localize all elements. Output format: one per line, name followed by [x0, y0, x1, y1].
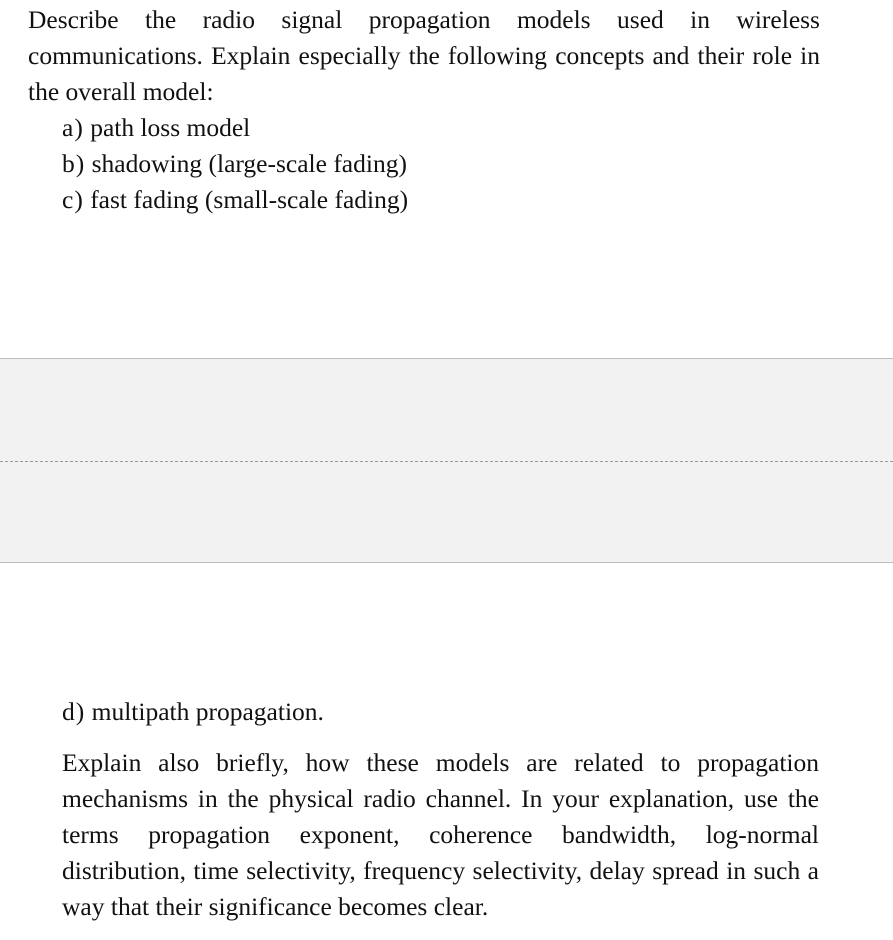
- page-break-band: [0, 358, 893, 563]
- page-break-divider: [0, 461, 893, 462]
- list-item-text: shadowing (large-scale fading): [91, 149, 407, 178]
- list-item-b: [62, 146, 408, 182]
- list-marker: d): [62, 697, 86, 726]
- concept-list-bottom: [62, 694, 324, 730]
- list-item-c: [62, 182, 408, 218]
- list-marker: b): [62, 149, 86, 178]
- list-item-text: fast fading (small-scale fading): [90, 185, 409, 214]
- question-intro: Describe the radio signal propagation models used in wireless communications. Explain especially the following concepts and their role in the overall model:: [28, 5, 820, 106]
- list-marker: a): [62, 113, 84, 142]
- list-item-d: [62, 694, 324, 730]
- list-item-a: [62, 110, 408, 146]
- list-item-text: path loss model: [90, 113, 251, 142]
- concept-list-top: [62, 110, 408, 218]
- question-outro: Explain also briefly, how these models are related to propagation mechanisms in the physical radio channel. In your explanation, use the terms propagation exponent, coherence bandwidth, log-normal distribution, time selectivity, frequency selectivity, delay spread in such a way that their significance becomes clear.: [62, 748, 819, 921]
- list-marker: c): [62, 185, 84, 214]
- list-item-text: multipath propagation.: [91, 697, 324, 726]
